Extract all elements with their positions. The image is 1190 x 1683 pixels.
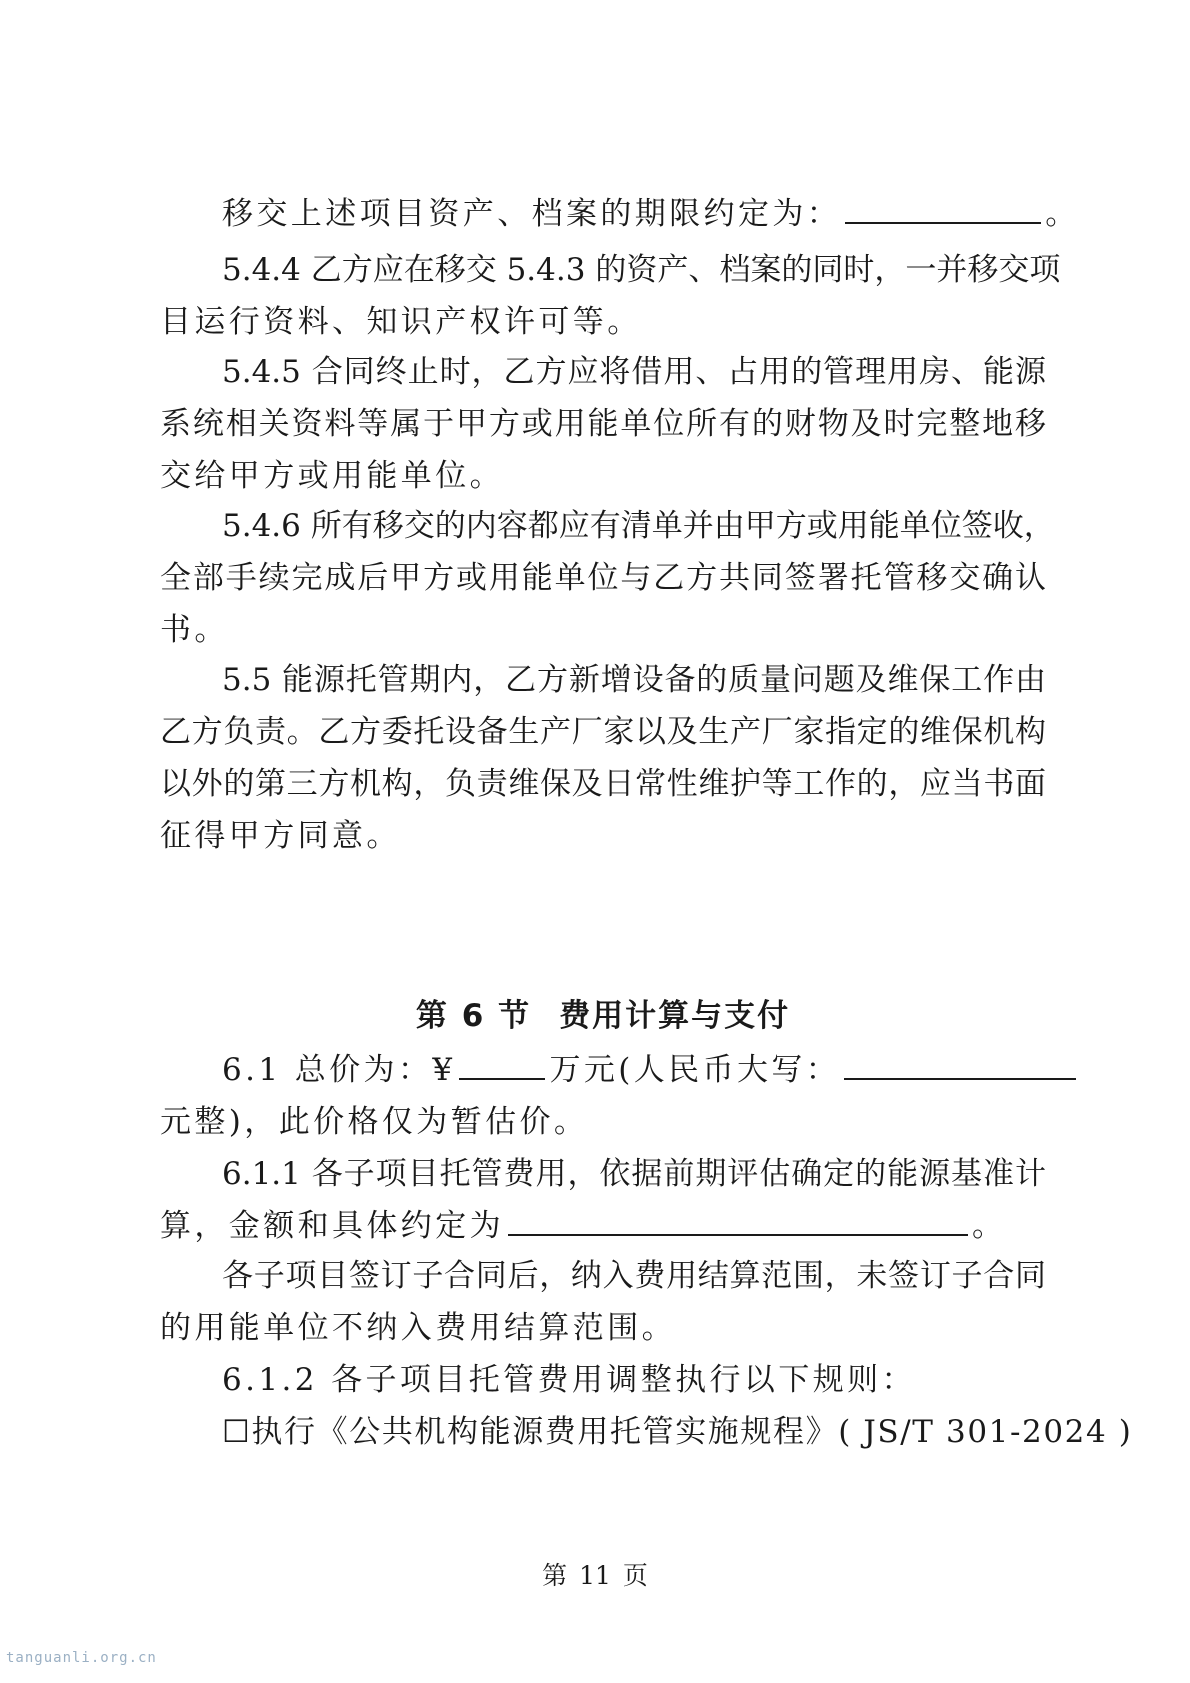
fee-agreement-blank: [508, 1204, 968, 1236]
clause-6-1-1-line1: 6.1.1 各子项目托管费用，依据前期评估确定的能源基准计: [222, 1156, 1046, 1192]
clause-5-4-6-line1: 5.4.6 所有移交的内容都应有清单并由甲方或用能单位签收，: [222, 508, 1055, 544]
clause-5-4-6-line3: 书。: [160, 612, 229, 648]
clause-5-4-5-line1: 5.4.5 合同终止时，乙方应将借用、占用的管理用房、能源: [222, 354, 1046, 390]
clause-5-4-5-line3: 交给甲方或用能单位。: [160, 458, 504, 494]
sub-contract-line2: 的用能单位不纳入费用结算范围。: [160, 1310, 676, 1346]
section-6-heading: [160, 988, 1046, 1044]
option-checkbox[interactable]: ☐: [222, 1414, 252, 1450]
clause-5-5-line1: 5.5 能源托管期内，乙方新增设备的质量问题及维保工作由: [222, 662, 1046, 698]
clause-6-1-2: 6.1.2 各子项目托管费用调整执行以下规则：: [222, 1362, 916, 1398]
deadline-blank: [845, 192, 1041, 224]
clause-5-4-4-line1: 5.4.4 乙方应在移交 5.4.3 的资产、档案的同时，一并移交项: [222, 252, 1061, 288]
clause-6-1-line1: 6.1 总价为：¥ 万元(人民币大写：: [222, 1042, 1046, 1098]
document-page: [160, 0, 1133, 1683]
clause-6-1-line2: 元整)，此价格仅为暂估价。: [160, 1104, 589, 1140]
rule-option-line: ☐执行《公共机构能源费用托管实施规程》( JS/T 301-2024 ): [222, 1414, 1133, 1450]
page-footer: 第 11 页: [542, 1561, 648, 1590]
total-price-blank: [459, 1048, 545, 1080]
clause-6-1-1-line2: 算，金额和具体约定为 。: [160, 1198, 1046, 1254]
clause-5-5-line3: 以外的第三方机构，负责维保及日常性维护等工作的，应当书面: [160, 766, 1046, 802]
clause-5-5-line4: 征得甲方同意。: [160, 818, 401, 854]
section-6-number: 第 6 节: [415, 998, 532, 1034]
price-uppercase-blank: [844, 1048, 1076, 1080]
clause-5-4-4-line2: 目运行资料、知识产权许可等。: [160, 304, 642, 340]
section-6-title: 费用计算与支付: [559, 998, 791, 1034]
clause-5-5-line2: 乙方负责。乙方委托设备生产厂家以及生产厂家指定的维保机构: [160, 714, 1046, 750]
clause-5-4-6-line2: 全部手续完成后甲方或用能单位与乙方共同签署托管移交确认: [160, 560, 1046, 596]
page-number: 11: [579, 1561, 611, 1590]
sub-contract-line1: 各子项目签订子合同后，纳入费用结算范围，未签订子合同: [222, 1258, 1046, 1294]
paragraph-transfer-deadline: 移交上述项目资产、档案的期限约定为： 。: [222, 186, 1046, 242]
watermark-text: tanguanli.org.cn: [6, 1650, 157, 1666]
clause-5-4-5-line2: 系统相关资料等属于甲方或用能单位所有的财物及时完整地移: [160, 406, 1046, 442]
